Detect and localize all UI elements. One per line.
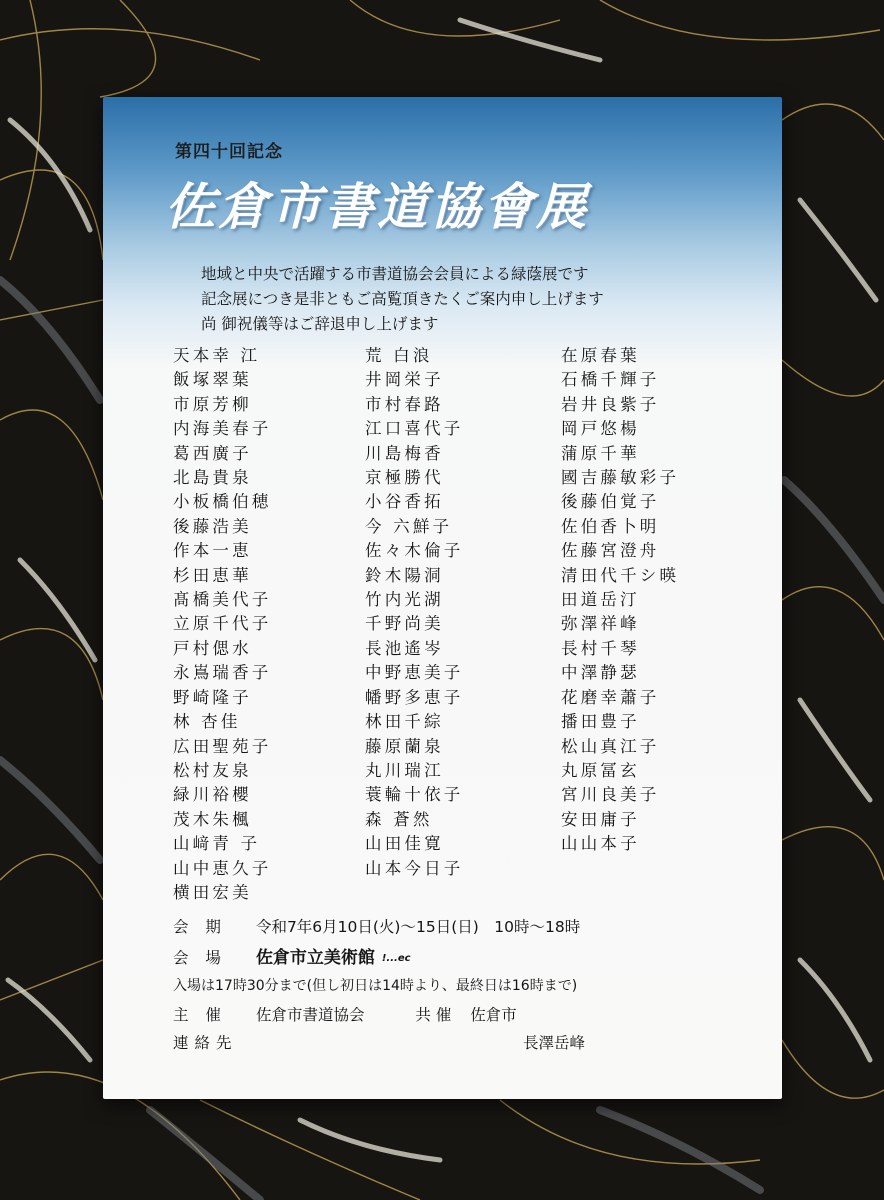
member-name: 鈴木陽洞 bbox=[365, 565, 444, 585]
member-name: 髙橋美代子 bbox=[173, 590, 272, 610]
member-name: 茂木朱楓 bbox=[173, 809, 252, 829]
member-name: 林 杏佳 bbox=[173, 712, 241, 732]
member-name: 葛西廣子 bbox=[173, 443, 252, 463]
member-name: 竹内光湖 bbox=[365, 590, 444, 610]
member-name: 市村春路 bbox=[365, 394, 444, 414]
subtitle: 第四十回記念 bbox=[175, 142, 283, 162]
member-name: 山﨑青 子 bbox=[173, 834, 261, 854]
member-name: 後藤浩美 bbox=[173, 516, 252, 536]
member-name: 岡戸悠楊 bbox=[561, 419, 640, 439]
member-name: 安田庸子 bbox=[561, 809, 640, 829]
member-name: 花磨幸蕭子 bbox=[561, 687, 660, 707]
member-name: 弥澤祥峰 bbox=[561, 614, 640, 634]
member-name: 清田代千シ暎 bbox=[561, 565, 680, 585]
member-name: 國吉藤敏彩子 bbox=[561, 468, 680, 488]
member-name: 戸村偲水 bbox=[173, 638, 252, 658]
member-name: 長池遙岑 bbox=[365, 638, 444, 658]
member-name: 石橋千輝子 bbox=[561, 370, 660, 390]
member-name: 江口喜代子 bbox=[365, 419, 464, 439]
cohost-label: 共 催 bbox=[415, 1006, 452, 1024]
exhibition-title: 佐倉市書道協會展 bbox=[165, 177, 589, 236]
contact-name: 長澤岳峰 bbox=[523, 1034, 586, 1052]
host-label: 主 催 bbox=[173, 1006, 227, 1024]
member-name: 内海美春子 bbox=[173, 419, 272, 439]
member-name: 今 六鮮子 bbox=[365, 516, 453, 536]
cohost-value: 佐倉市 bbox=[470, 1006, 517, 1024]
member-names-column-3 bbox=[561, 344, 679, 857]
venue-label: 会 場 bbox=[173, 949, 227, 967]
contact bbox=[173, 1031, 586, 1053]
period-label: 会 期 bbox=[173, 918, 227, 936]
intro-line: 記念展につき是非ともご高覧頂きたくご案内申し上げます bbox=[201, 290, 604, 308]
invitation-card bbox=[103, 97, 782, 1099]
member-name: 宮川良美子 bbox=[561, 785, 660, 805]
exhibition-venue bbox=[173, 943, 411, 968]
member-name: 松山真江子 bbox=[561, 736, 660, 756]
member-name: 山山本子 bbox=[561, 834, 640, 854]
member-name: 川島梅香 bbox=[365, 443, 444, 463]
member-name: 野崎隆子 bbox=[173, 687, 252, 707]
member-name: 山中恵久子 bbox=[173, 858, 272, 878]
member-name: 丸原冨玄 bbox=[561, 760, 640, 780]
contact-label: 連絡先 bbox=[173, 1034, 238, 1052]
member-names-column-1 bbox=[173, 344, 272, 905]
member-name: 小谷香拓 bbox=[365, 492, 444, 512]
member-name: 千野尚美 bbox=[365, 614, 444, 634]
member-name: 丸川瑞江 bbox=[365, 760, 444, 780]
member-name: 在原春葉 bbox=[561, 346, 640, 365]
member-name: 山本今日子 bbox=[365, 858, 464, 878]
member-name: 飯塚翠葉 bbox=[173, 370, 252, 390]
organizers bbox=[173, 1003, 517, 1025]
member-name: 作本一恵 bbox=[173, 541, 252, 561]
member-name: 中澤静瑟 bbox=[561, 663, 640, 683]
member-name: 蓑輪十依子 bbox=[365, 785, 464, 805]
member-name: 小板橋伯穂 bbox=[173, 492, 272, 512]
intro-line: 尚 御祝儀等はご辞退申し上げます bbox=[201, 315, 439, 333]
member-name: 井岡栄子 bbox=[365, 370, 444, 390]
exhibition-period bbox=[173, 915, 580, 937]
member-name: 中野恵美子 bbox=[365, 663, 464, 683]
venue-name: 佐倉市立美術館 bbox=[255, 948, 375, 968]
member-name: 幡野多恵子 bbox=[365, 687, 464, 707]
member-name: 広田聖苑子 bbox=[173, 736, 272, 756]
member-name: 山田佳寛 bbox=[365, 834, 444, 854]
member-name: 蒲原千華 bbox=[561, 443, 640, 463]
member-name: 北島貴泉 bbox=[173, 468, 252, 488]
period-value: 令和7年6月10日(火)〜15日(日) 10時〜18時 bbox=[255, 918, 581, 936]
member-name: 播田豊子 bbox=[561, 712, 640, 732]
member-name: 京極勝代 bbox=[365, 468, 444, 488]
member-name: 田道岳汀 bbox=[561, 590, 640, 610]
member-name: 森 蒼然 bbox=[365, 809, 433, 829]
member-name: 藤原蘭泉 bbox=[365, 736, 444, 756]
entry-note: 入場は17時30分まで(但し初日は14時より、最終日は16時まで) bbox=[173, 978, 578, 994]
member-name: 緑川裕櫻 bbox=[173, 785, 252, 805]
museum-logo: !...ec bbox=[381, 953, 411, 964]
member-name: 杉田恵華 bbox=[173, 565, 252, 585]
member-name: 佐藤宮澄舟 bbox=[561, 541, 660, 561]
intro-line: 地域と中央で活躍する市書道協会会員による緑蔭展です bbox=[201, 265, 589, 283]
member-name: 林田千綜 bbox=[365, 712, 444, 732]
member-name: 天本幸 江 bbox=[173, 346, 261, 365]
member-name: 岩井良紫子 bbox=[561, 394, 660, 414]
member-name: 立原千代子 bbox=[173, 614, 272, 634]
member-names-column-2 bbox=[365, 344, 464, 881]
member-name: 佐々木倫子 bbox=[365, 541, 464, 561]
member-name: 市原芳柳 bbox=[173, 394, 252, 414]
member-name: 松村友泉 bbox=[173, 760, 252, 780]
member-name: 後藤伯覚子 bbox=[561, 492, 660, 512]
member-name: 永嶌瑞香子 bbox=[173, 663, 272, 683]
member-name: 横田宏美 bbox=[173, 882, 252, 902]
member-name: 佐伯香卜明 bbox=[561, 516, 660, 536]
host-value: 佐倉市書道協会 bbox=[255, 1006, 365, 1024]
intro-text bbox=[201, 262, 604, 337]
member-name: 荒 白浪 bbox=[365, 346, 433, 365]
member-name: 長村千琴 bbox=[561, 638, 640, 658]
